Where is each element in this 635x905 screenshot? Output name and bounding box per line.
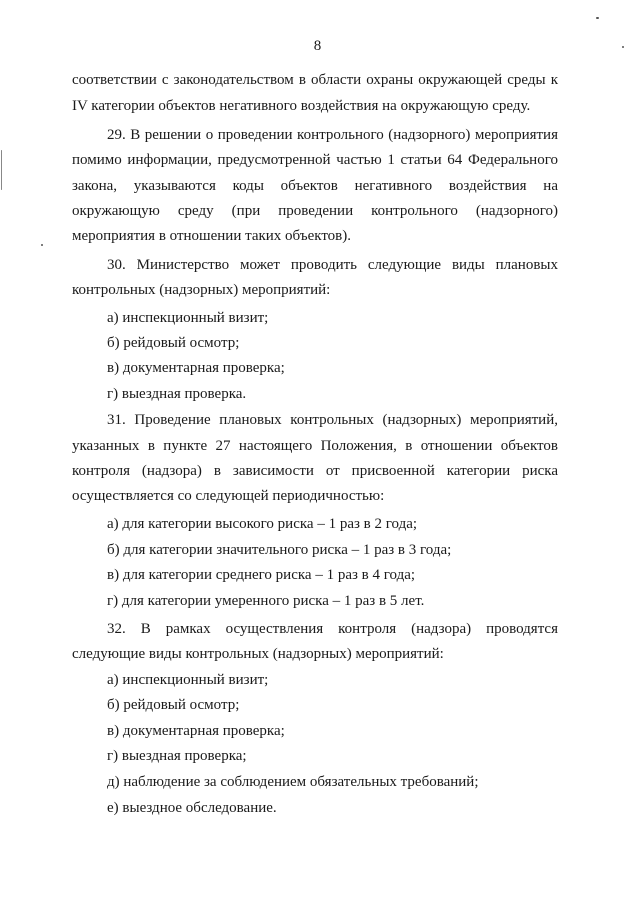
paragraph-32-start: 32. В рамках осуществления контроля (надзора) проводятся [107, 621, 558, 637]
text-line: IV категории объектов негативного воздействия на окружающую среду. [72, 98, 531, 114]
list-item: в) документарная проверка; [107, 360, 285, 376]
text-line: указанных в пункте 27 настоящего Положения, в отношении объектов [72, 438, 558, 454]
text-line: контрольных (надзорных) мероприятий: [72, 282, 331, 298]
scan-edge-mark [1, 150, 2, 190]
list-item: б) рейдовый осмотр; [107, 697, 240, 713]
scan-speck [596, 17, 599, 19]
list-item: а) для категории высокого риска – 1 раз в 2 года; [107, 516, 418, 532]
text-line: соответствии с законодательством в области охраны окружающей среды к [72, 72, 558, 88]
list-item: г) для категории умеренного риска – 1 раз в 5 лет. [107, 593, 425, 609]
list-item: а) инспекционный визит; [107, 672, 269, 688]
text-line: помимо информации, предусмотренной частью 1 статьи 64 Федерального [72, 152, 558, 168]
list-item: д) наблюдение за соблюдением обязательных требований; [107, 774, 479, 790]
text-line: окружающую среду (при проведении контрольного (надзорного) [72, 203, 558, 219]
paragraph-31-start: 31. Проведение плановых контрольных (надзорных) мероприятий, [107, 412, 558, 428]
page-number: 8 [313, 38, 322, 54]
list-item: в) документарная проверка; [107, 723, 285, 739]
paragraph-30-start: 30. Министерство может проводить следующие виды плановых [107, 257, 558, 273]
list-item: а) инспекционный визит; [107, 310, 269, 326]
text-line: контроля (надзора) в зависимости от присвоенной категории риска [72, 463, 558, 479]
scan-speck [622, 46, 624, 48]
list-item: б) рейдовый осмотр; [107, 335, 240, 351]
text-line: следующие виды контрольных (надзорных) мероприятий: [72, 646, 444, 662]
text-line: закона, указываются коды объектов негативного воздействия на [72, 178, 558, 194]
text-line: мероприятия в отношении таких объектов). [72, 228, 352, 244]
list-item: б) для категории значительного риска – 1 раз в 3 года; [107, 542, 452, 558]
text-line: осуществляется со следующей периодичностью: [72, 488, 385, 504]
list-item: г) выездная проверка; [107, 748, 247, 764]
list-item: г) выездная проверка. [107, 386, 247, 402]
scan-speck [41, 244, 43, 246]
list-item: е) выездное обследование. [107, 800, 277, 816]
list-item: в) для категории среднего риска – 1 раз в 4 года; [107, 567, 416, 583]
paragraph-29-start: 29. В решении о проведении контрольного (надзорного) мероприятия [107, 127, 558, 143]
